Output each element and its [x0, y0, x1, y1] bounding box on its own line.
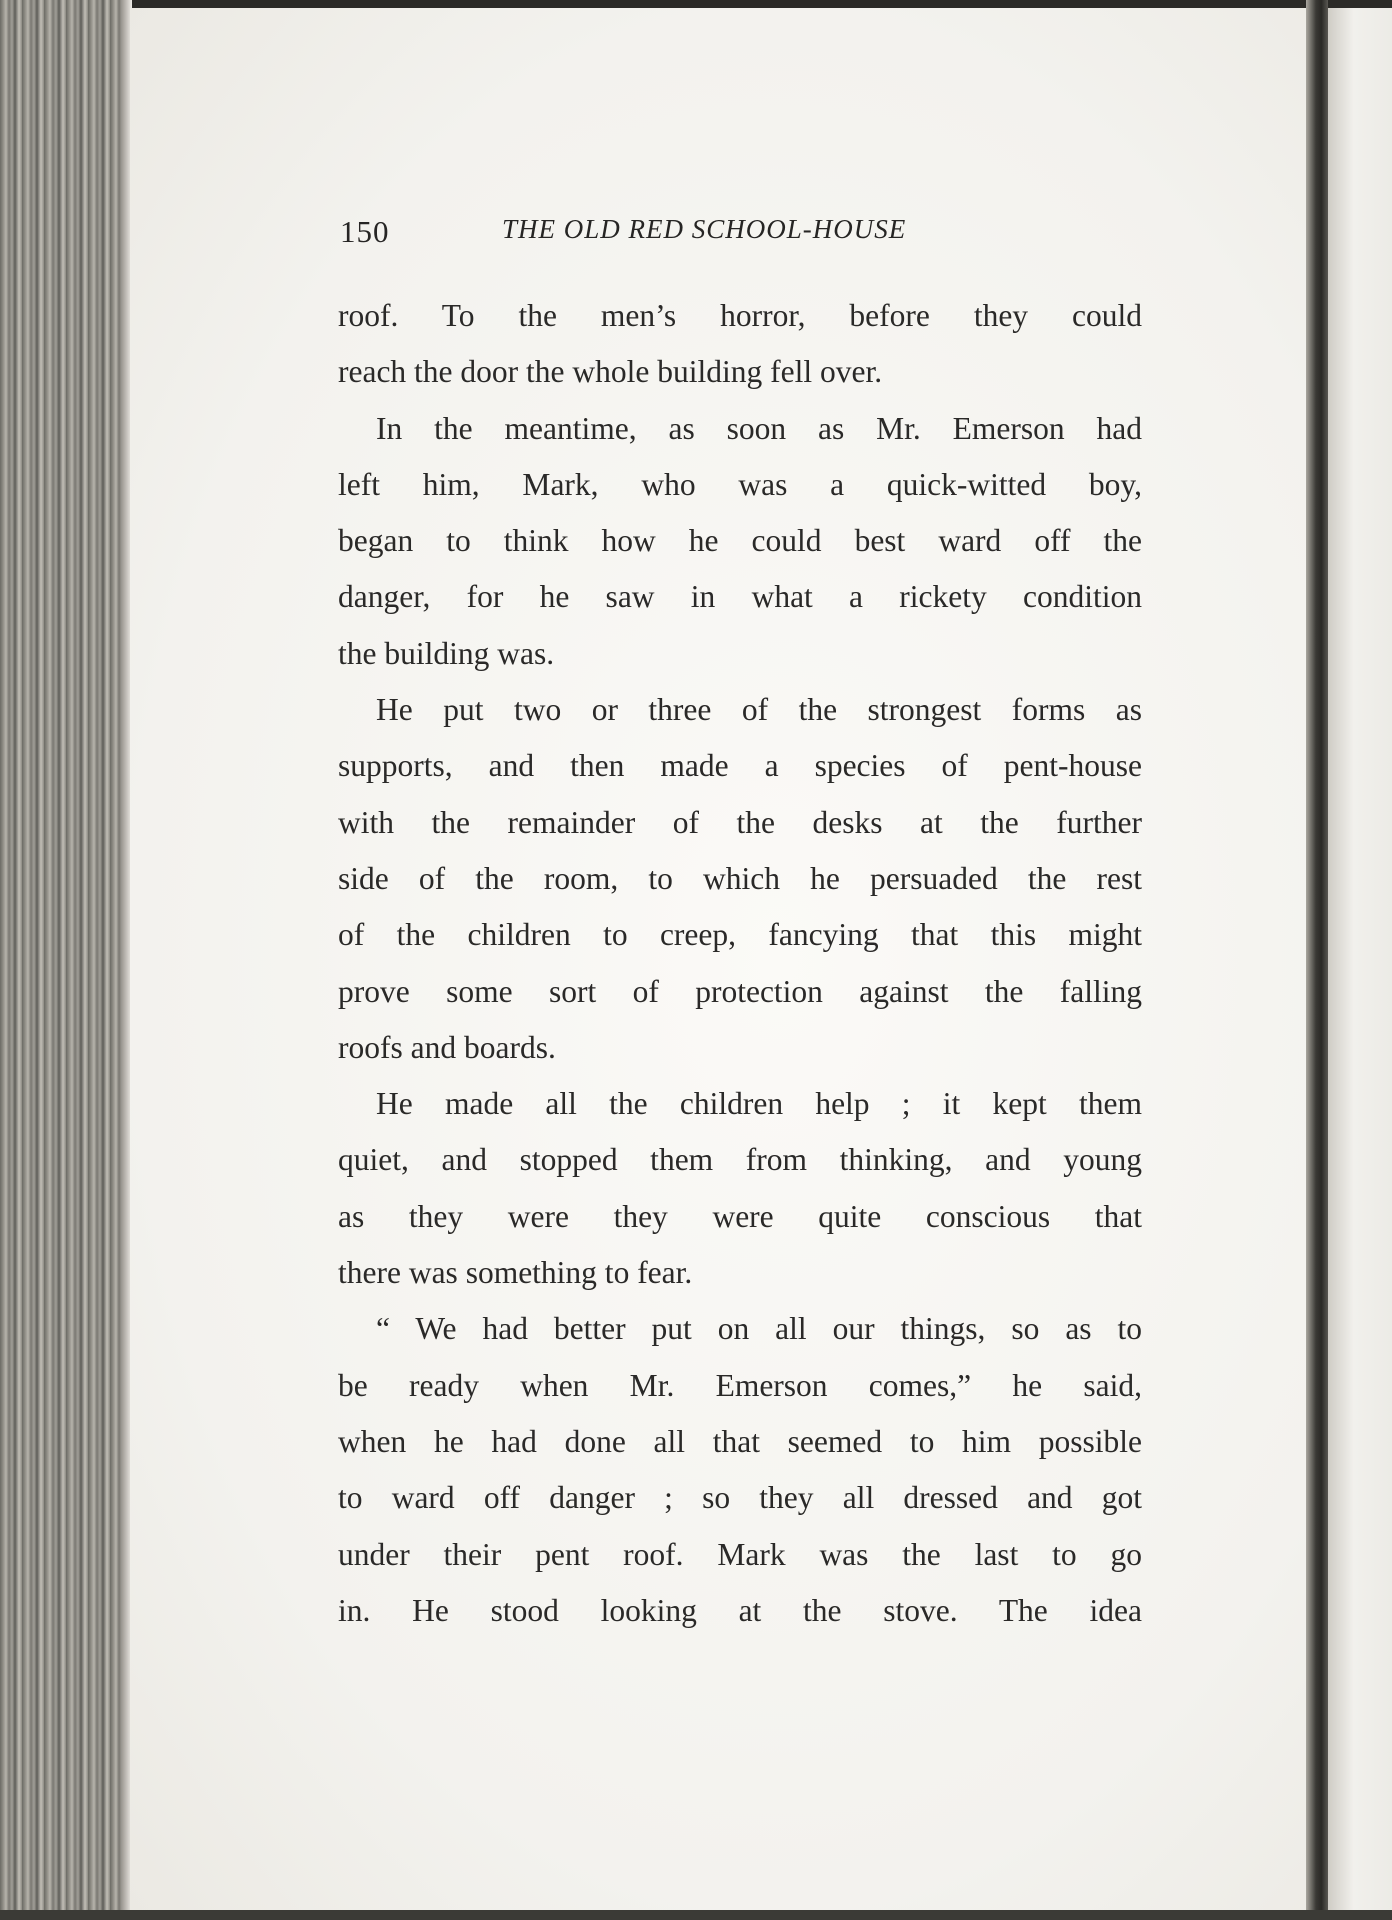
text-line: reach the door the whole building fell over.	[338, 354, 883, 390]
text-line: under their pent roof. Mark was the last to go	[338, 1536, 1142, 1572]
page-number: 150	[340, 214, 390, 249]
book-gutter	[1306, 0, 1328, 1920]
text-line: in. He stood looking at the stove. The idea	[338, 1592, 1142, 1628]
paragraph	[338, 1301, 1142, 1639]
text-line: with the remainder of the desks at the further	[338, 804, 1142, 840]
paragraph	[338, 682, 1142, 1076]
stacked-page-edges	[0, 0, 132, 1920]
text-line: supports, and then made a species of pent-house	[338, 748, 1142, 784]
text-line: be ready when Mr. Emerson comes,” he said,	[338, 1367, 1142, 1403]
text-line: of the children to creep, fancying that this might	[338, 917, 1142, 953]
paragraph	[338, 288, 1142, 401]
text-line: as they were they were quite conscious that	[338, 1198, 1142, 1234]
text-line: “ We had better put on all our things, so as to	[376, 1311, 1142, 1347]
text-line: began to think how he could best ward off the	[338, 523, 1142, 559]
text-line: roofs and boards.	[338, 1029, 556, 1065]
text-line: He put two or three of the strongest forms as	[376, 692, 1142, 728]
text-line: roof. To the men’s horror, before they could	[338, 298, 1142, 333]
text-line: side of the room, to which he persuaded the rest	[338, 860, 1142, 896]
paragraph	[338, 401, 1142, 682]
text-line: there was something to fear.	[338, 1255, 693, 1291]
body-text	[338, 288, 1142, 1639]
text-line: to ward off danger ; so they all dressed and got	[338, 1480, 1142, 1516]
text-line: prove some sort of protection against the falling	[338, 973, 1142, 1009]
text-line: when he had done all that seemed to him possible	[338, 1423, 1142, 1459]
text-line: quiet, and stopped them from thinking, and young	[338, 1142, 1142, 1178]
text-line: danger, for he saw in what a rickety condition	[338, 579, 1142, 615]
facing-page-edge	[1328, 8, 1392, 1910]
paragraph	[338, 1076, 1142, 1301]
text-line: In the meantime, as soon as Mr. Emerson had	[376, 410, 1142, 446]
text-line: He made all the children help ; it kept them	[376, 1086, 1142, 1122]
text-line: the building was.	[338, 635, 555, 671]
running-title: THE OLD RED SCHOOL-HOUSE	[502, 214, 907, 244]
running-head	[340, 214, 1130, 254]
text-line: left him, Mark, who was a quick-witted boy,	[338, 466, 1142, 502]
book-bottom-edge	[0, 1910, 1392, 1920]
